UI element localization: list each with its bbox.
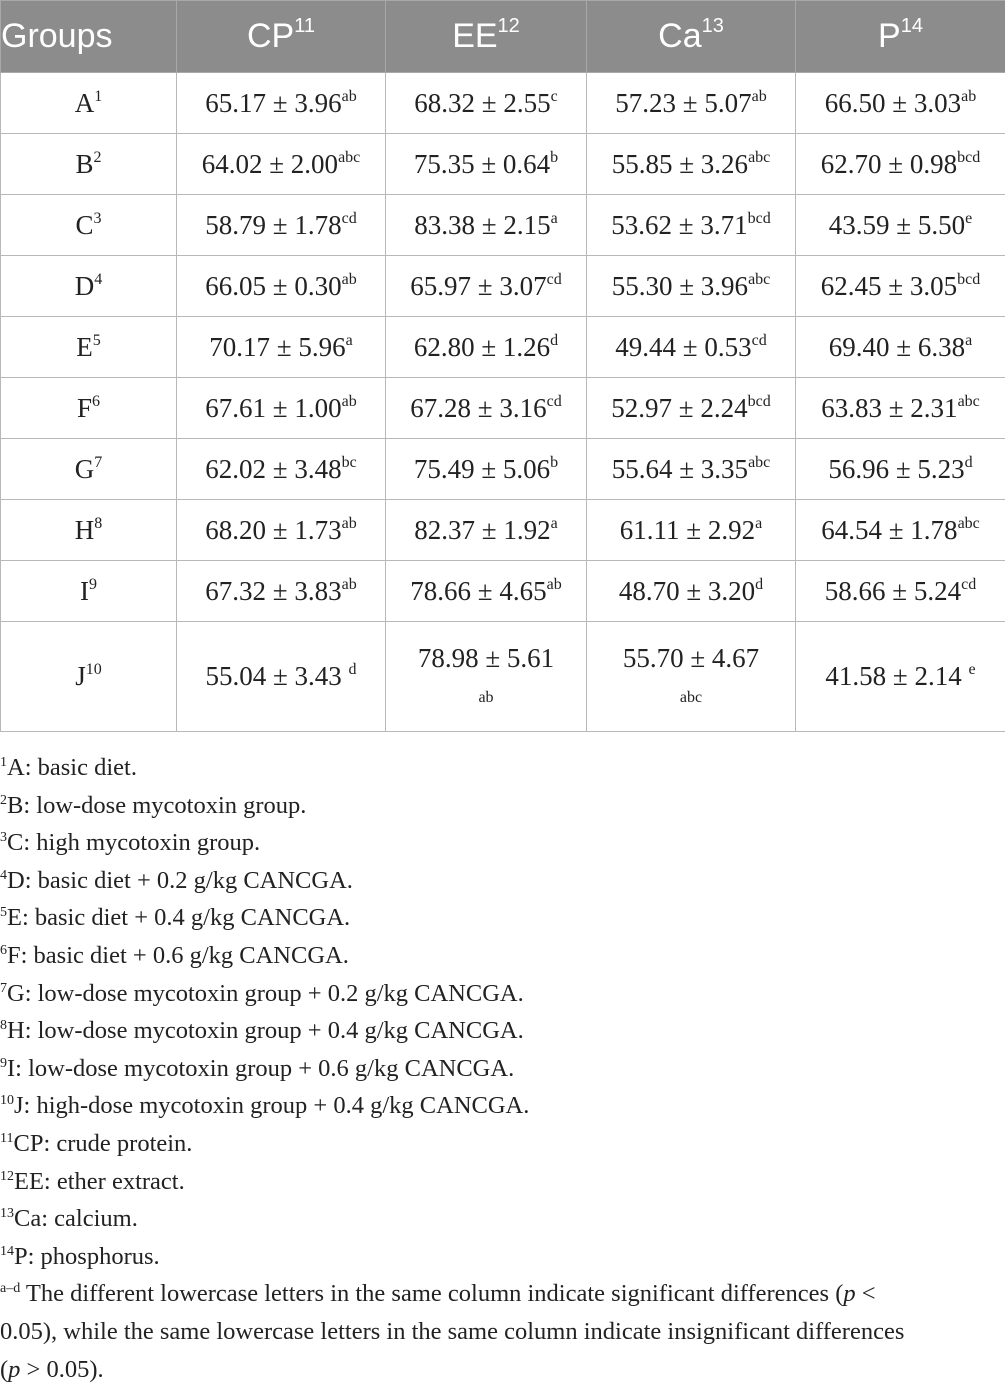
cp-cell: 58.79 ± 1.78$^{cd}$ xyxy=(177,195,386,256)
table-row xyxy=(1,73,1005,134)
footnote: $^6$F: basic diet + 0.6 g/kg CANCGA. xyxy=(0,941,349,969)
group-cell: $F^6$ xyxy=(1,378,177,439)
cp-cell: 68.20 ± 1.73$^{ab}$ xyxy=(177,500,386,561)
footnote: $^{12}$EE: ether extract. xyxy=(0,1167,185,1195)
table-row xyxy=(1,622,1005,732)
p-cell: 62.70 ± 0.98$^{bcd}$ xyxy=(796,134,1005,195)
cp-cell: 64.02 ± 2.00$^{abc}$ xyxy=(177,134,386,195)
ca-cell: 53.62 ± 3.71$^{bcd}$ xyxy=(587,195,796,256)
group-cell: $J^{10}$ xyxy=(1,622,177,732)
cp-cell: 55.04 ± 3.43 $^d$ xyxy=(177,622,386,732)
table-row xyxy=(1,378,1005,439)
significance-note: $^{a-d}$ The different lowercase letters in the same column indicate significant differences (p < 0.05), while the same lowercase letters in the same column indicate insignificant differences (p > 0.05). xyxy=(0,1280,905,1383)
ee-cell: 82.37 ± 1.92$^a$ xyxy=(386,500,587,561)
table-row xyxy=(1,134,1005,195)
footnote: $^{10}$J: high-dose mycotoxin group + 0.4 g/kg CANCGA. xyxy=(0,1092,530,1120)
table-row xyxy=(1,256,1005,317)
ca-cell: 57.23 ± 5.07$^{ab}$ xyxy=(587,73,796,134)
cp-cell: 70.17 ± 5.96$^a$ xyxy=(177,317,386,378)
cp-cell: 67.32 ± 3.83$^{ab}$ xyxy=(177,561,386,622)
ee-cell: 65.97 ± 3.07$^{cd}$ xyxy=(386,256,587,317)
ee-cell: 75.49 ± 5.06$^b$ xyxy=(386,439,587,500)
table-row xyxy=(1,561,1005,622)
header-p: $P^{14}$ xyxy=(796,1,1005,73)
footnote: $^3$C: high mycotoxin group. xyxy=(0,829,261,857)
ee-cell: 75.35 ± 0.64$^b$ xyxy=(386,134,587,195)
p-cell: 66.50 ± 3.03$^{ab}$ xyxy=(796,73,1005,134)
table-row xyxy=(1,500,1005,561)
header-groups: Groups xyxy=(1,1,177,73)
ee-cell: 62.80 ± 1.26$^d$ xyxy=(386,317,587,378)
table-row xyxy=(1,317,1005,378)
group-cell: $C^3$ xyxy=(1,195,177,256)
p-cell: 41.58 ± 2.14 $^e$ xyxy=(796,622,1005,732)
p-cell: 58.66 ± 5.24$^{cd}$ xyxy=(796,561,1005,622)
ca-cell: 55.70 ± 4.67 abc xyxy=(587,622,796,732)
group-cell: $B^2$ xyxy=(1,134,177,195)
ee-cell: 78.98 ± 5.61 ab xyxy=(386,622,587,732)
table-row xyxy=(1,195,1005,256)
group-cell: $H^8$ xyxy=(1,500,177,561)
footnote: $^8$H: low-dose mycotoxin group + 0.4 g/kg CANCGA. xyxy=(0,1017,524,1045)
group-cell: $A^1$ xyxy=(1,73,177,134)
ca-cell: 49.44 ± 0.53$^{cd}$ xyxy=(587,317,796,378)
cp-cell: 66.05 ± 0.30$^{ab}$ xyxy=(177,256,386,317)
cp-cell: 67.61 ± 1.00$^{ab}$ xyxy=(177,378,386,439)
p-cell: 64.54 ± 1.78$^{abc}$ xyxy=(796,500,1005,561)
ca-cell: 55.85 ± 3.26$^{abc}$ xyxy=(587,134,796,195)
ee-cell: 67.28 ± 3.16$^{cd}$ xyxy=(386,378,587,439)
header-row xyxy=(1,1,1005,73)
ee-cell: 83.38 ± 2.15$^a$ xyxy=(386,195,587,256)
footnote: $^9$I: low-dose mycotoxin group + 0.6 g/kg CANCGA. xyxy=(0,1054,515,1082)
table-row xyxy=(1,439,1005,500)
header-ee: EE$^{12}$ xyxy=(386,1,587,73)
ca-cell: 55.64 ± 3.35$^{abc}$ xyxy=(587,439,796,500)
ca-cell: 61.11 ± 2.92$^a$ xyxy=(587,500,796,561)
ee-cell: 78.66 ± 4.65$^{ab}$ xyxy=(386,561,587,622)
footnote: $^{13}$Ca: calcium. xyxy=(0,1205,138,1233)
group-cell: $G^7$ xyxy=(1,439,177,500)
header-cp: CP$^{11}$ xyxy=(177,1,386,73)
footnote: $^1$A: basic diet. xyxy=(0,754,137,781)
ca-cell: 55.30 ± 3.96$^{abc}$ xyxy=(587,256,796,317)
p-cell: 62.45 ± 3.05$^{bcd}$ xyxy=(796,256,1005,317)
p-cell: 43.59 ± 5.50$^e$ xyxy=(796,195,1005,256)
footnote: $^4$D: basic diet + 0.2 g/kg CANCGA. xyxy=(0,866,353,894)
header-ca: Ca$^{13}$ xyxy=(587,1,796,73)
footnote: $^2$B: low-dose mycotoxin group. xyxy=(0,791,307,819)
footnote: $^{14}$P: phosphorus. xyxy=(0,1242,160,1270)
ca-cell: 48.70 ± 3.20$^d$ xyxy=(587,561,796,622)
p-cell: 69.40 ± 6.38$^a$ xyxy=(796,317,1005,378)
p-cell: 56.96 ± 5.23$^d$ xyxy=(796,439,1005,500)
ca-cell: 52.97 ± 2.24$^{bcd}$ xyxy=(587,378,796,439)
group-cell: $E^5$ xyxy=(1,317,177,378)
p-cell: 63.83 ± 2.31$^{abc}$ xyxy=(796,378,1005,439)
footnote: $^7$G: low-dose mycotoxin group + 0.2 g/kg CANCGA. xyxy=(0,979,524,1007)
cp-cell: 62.02 ± 3.48$^{bc}$ xyxy=(177,439,386,500)
cp-cell: 65.17 ± 3.96$^{ab}$ xyxy=(177,73,386,134)
group-cell: $I^9$ xyxy=(1,561,177,622)
footnotes xyxy=(0,749,1005,1388)
ee-cell: 68.32 ± 2.55$^c$ xyxy=(386,73,587,134)
footnote: $^5$E: basic diet + 0.4 g/kg CANCGA. xyxy=(0,904,351,932)
group-cell: $D^4$ xyxy=(1,256,177,317)
footnote: $^{11}$CP: crude protein. xyxy=(0,1129,193,1157)
